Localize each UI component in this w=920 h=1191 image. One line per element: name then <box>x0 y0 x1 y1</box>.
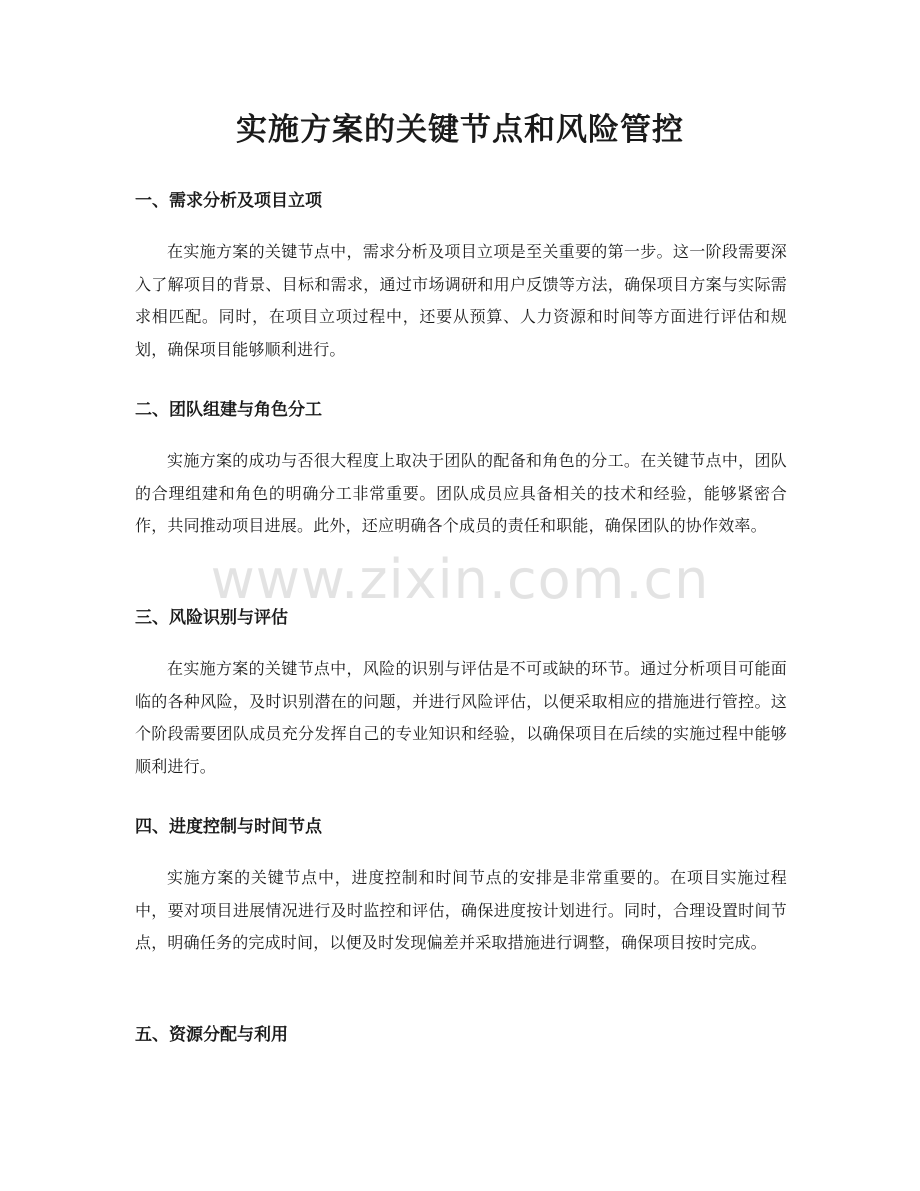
section-3 <box>135 605 787 783</box>
document-title: 实施方案的关键节点和风险管控 <box>236 112 684 148</box>
section-paragraph: 实施方案的成功与否很大程度上取决于团队的配备和角色的分工。在关键节点中，团队的合理组建和角色的明确分工非常重要。团队成员应具备相关的技术和经验，能够紧密合作，共同推动项目进展。此外，还应明确各个成员的责任和职能，确保团队的协作效率。 <box>135 451 787 535</box>
section-heading: 一、需求分析及项目立项 <box>135 191 322 211</box>
section-2 <box>135 397 787 543</box>
section-paragraph: 实施方案的关键节点中，进度控制和时间节点的安排是非常重要的。在项目实施过程中，要对项目进展情况进行及时监控和评估，确保进度按计划进行。同时，合理设置时间节点，明确任务的完成时间，以便及时发现偏差并采取措施进行调整，确保项目按时完成。 <box>135 868 787 952</box>
watermark: www.zixin.com.cn <box>210 548 710 611</box>
section-heading: 四、进度控制与时间节点 <box>135 817 322 837</box>
section-heading: 三、风险识别与评估 <box>135 608 288 628</box>
section-4 <box>135 814 787 960</box>
section-paragraph: 在实施方案的关键节点中，需求分析及项目立项是至关重要的第一步。这一阶段需要深入了解项目的背景、目标和需求，通过市场调研和用户反馈等方法，确保项目方案与实际需求相匹配。同时，在项目立项过程中，还要从预算、人力资源和时间等方面进行评估和规划，确保项目能够顺利进行。 <box>135 242 787 359</box>
section-5 <box>135 1022 787 1048</box>
section-heading: 五、资源分配与利用 <box>135 1025 288 1045</box>
section-paragraph: 在实施方案的关键节点中，风险的识别与评估是不可或缺的环节。通过分析项目可能面临的各种风险，及时识别潜在的问题，并进行风险评估，以便采取相应的措施进行管控。这个阶段需要团队成员充分发挥自己的专业知识和经验，以确保项目在后续的实施过程中能够顺利进行。 <box>135 659 787 776</box>
section-heading: 二、团队组建与角色分工 <box>135 400 322 420</box>
section-1 <box>135 188 787 366</box>
